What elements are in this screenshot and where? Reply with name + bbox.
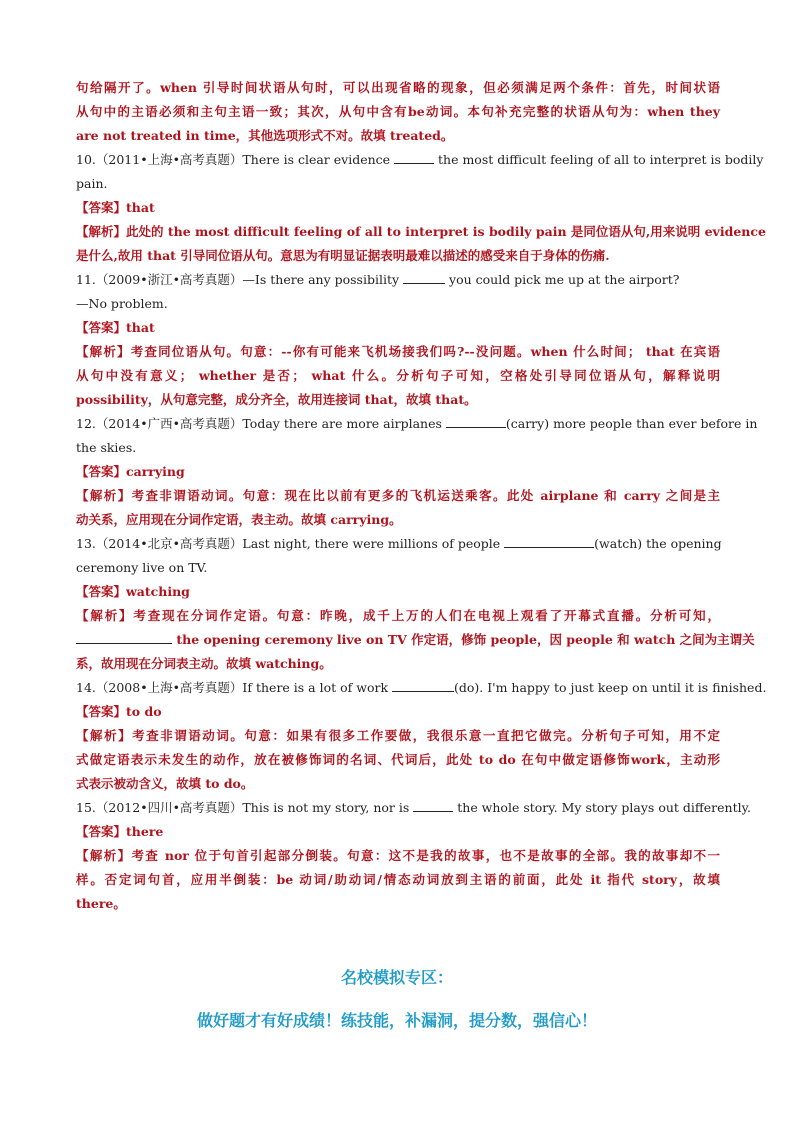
text-line (76, 724, 720, 748)
line-text: —No problem. (76, 296, 168, 311)
text-line (76, 892, 720, 916)
line-text: the skies. (76, 440, 137, 455)
text-line (76, 844, 720, 868)
line-text: pain. (76, 176, 108, 191)
line-text: ceremony live on TV. (76, 560, 208, 575)
text-line (76, 436, 720, 460)
line-text-cont: the whole story. My story plays out differently. (453, 800, 751, 815)
text-line (76, 772, 720, 796)
text-line (76, 196, 720, 220)
text-line (76, 124, 720, 148)
line-text: 【答案】that (76, 320, 155, 335)
text-line (76, 388, 720, 412)
answer-blank (76, 631, 172, 644)
text-line (76, 580, 720, 604)
text-line (76, 292, 720, 316)
line-text: 系，故用现在分词表主动。故填 watching。 (76, 656, 332, 671)
text-line (76, 268, 720, 292)
line-text: 【答案】carrying (76, 464, 185, 479)
text-line (76, 340, 720, 364)
answer-blank (446, 415, 506, 428)
text-line (76, 532, 720, 556)
line-text: 【答案】that (76, 200, 155, 215)
line-text: 11.（2009•浙江•高考真题）—Is there any possibility (76, 272, 404, 287)
line-text: 动关系，应用现在分词作定语，表主动。故填 carrying。 (76, 512, 402, 527)
text-line (76, 748, 720, 772)
text-line (76, 76, 720, 100)
text-line (76, 100, 720, 124)
line-text: 【解析】考查现在分词作定语。句意：昨晚，成千上万的人们在电视上观看了开幕式直播。分析可知， (76, 608, 720, 623)
text-line (76, 652, 720, 676)
line-text: 【解析】此处的 the most difficult feeling of all to interpret is bodily pain 是同位语从句,用来说明 evidence (76, 224, 766, 239)
line-text: possibility，从句意完整，成分齐全，故用连接词 that，故填 that。 (76, 392, 477, 407)
line-text-cont: (watch) the opening (594, 536, 722, 551)
text-line (76, 220, 766, 244)
line-text: 从句中没有意义； whether 是否； what 什么。分析句子可知，空格处引导同位语从句，解释说明 (76, 368, 720, 383)
line-text: there。 (76, 896, 126, 911)
line-text: are not treated in time，其他选项形式不对。故填 treated。 (76, 128, 454, 143)
line-text: 13.（2014•北京•高考真题）Last night, there were millions of people (76, 536, 505, 551)
line-text: 从句中的主语必须和主句主语一致；其次，从句中含有be动词。本句补充完整的状语从句为：when they (76, 104, 720, 119)
answer-blank (392, 679, 454, 692)
section-slogan: 做好题才有好成绩！练技能，补漏洞，提分数，强信心！ (196, 1011, 597, 1030)
line-text: 【解析】考查 nor 位于句首引起部分倒装。句意：这不是我的故事，也不是故事的全部。我的故事却不一 (76, 848, 720, 863)
line-text: 14.（2008•上海•高考真题）If there is a lot of work (76, 680, 392, 695)
answer-blank (403, 271, 445, 284)
answer-blank (504, 535, 594, 548)
line-text: 12.（2014•广西•高考真题）Today there are more airplanes (76, 416, 446, 431)
text-line (76, 868, 720, 892)
text-line (76, 556, 720, 580)
text-line (76, 316, 720, 340)
line-text: 【答案】to do (76, 704, 162, 719)
line-text: 【答案】watching (76, 584, 190, 599)
text-line (76, 172, 720, 196)
answer-blank (394, 151, 434, 164)
text-line (76, 148, 764, 172)
line-text: 【解析】考查非谓语动词。句意：如果有很多工作要做，我很乐意一直把它做完。分析句子可知，用不定 (76, 728, 720, 743)
text-line (76, 508, 720, 532)
text-line (76, 412, 758, 436)
text-line (76, 484, 720, 508)
line-text: 样。否定词句首，应用半倒装：be 动词/助动词/情态动词放到主语的前面，此处 it 指代 story，故填 (76, 872, 720, 887)
text-line (76, 796, 751, 820)
line-text-cont: (carry) more people than ever before in (505, 416, 758, 431)
text-line (76, 244, 720, 268)
line-text: 【解析】考查非谓语动词。句意：现在比以前有更多的飞机运送乘客。此处 airplane 和 carry 之间是主 (76, 488, 720, 503)
text-line (76, 364, 720, 388)
line-text: 句给隔开了。when 引导时间状语从句时，可以出现省略的现象，但必须满足两个条件：首先，时间状语 (76, 80, 720, 95)
line-text: 15.（2012•四川•高考真题）This is not my story, nor is (76, 800, 414, 815)
answer-blank (413, 799, 453, 812)
line-text-cont: (do). I'm happy to just keep on until it is finished. (454, 680, 767, 695)
text-line (76, 676, 767, 700)
line-text: 式做定语表示未发生的动作，放在被修饰词的名词、代词后，此处 to do 在句中做定语修饰work，主动形 (76, 752, 720, 767)
section-title: 名校模拟专区： (340, 968, 453, 987)
line-text: 【答案】there (76, 824, 164, 839)
line-text: 10.（2011•上海•高考真题）There is clear evidence (76, 152, 395, 167)
line-text-cont: the most difficult feeling of all to interpret is bodily (434, 152, 764, 167)
line-text-cont: you could pick me up at the airport? (445, 272, 680, 287)
text-line (76, 604, 720, 628)
line-text: 是什么,故用 that 引导同位语从句。意思为有明显证据表明最难以描述的感受来自于身体的伤痛. (76, 248, 610, 263)
text-line (76, 460, 720, 484)
line-text: 【解析】考查同位语从句。句意：--你有可能来飞机场接我们吗?--没问题。when 什么时间； that 在宾语 (76, 344, 720, 359)
line-text: 式表示被动含义，故填 to do。 (76, 776, 254, 791)
text-line (76, 628, 755, 652)
text-line (76, 820, 720, 844)
document-body (76, 76, 767, 916)
text-line (76, 700, 720, 724)
line-text-cont: the opening ceremony live on TV 作定语，修饰 people，因 people 和 watch 之间为主谓关 (172, 632, 755, 647)
